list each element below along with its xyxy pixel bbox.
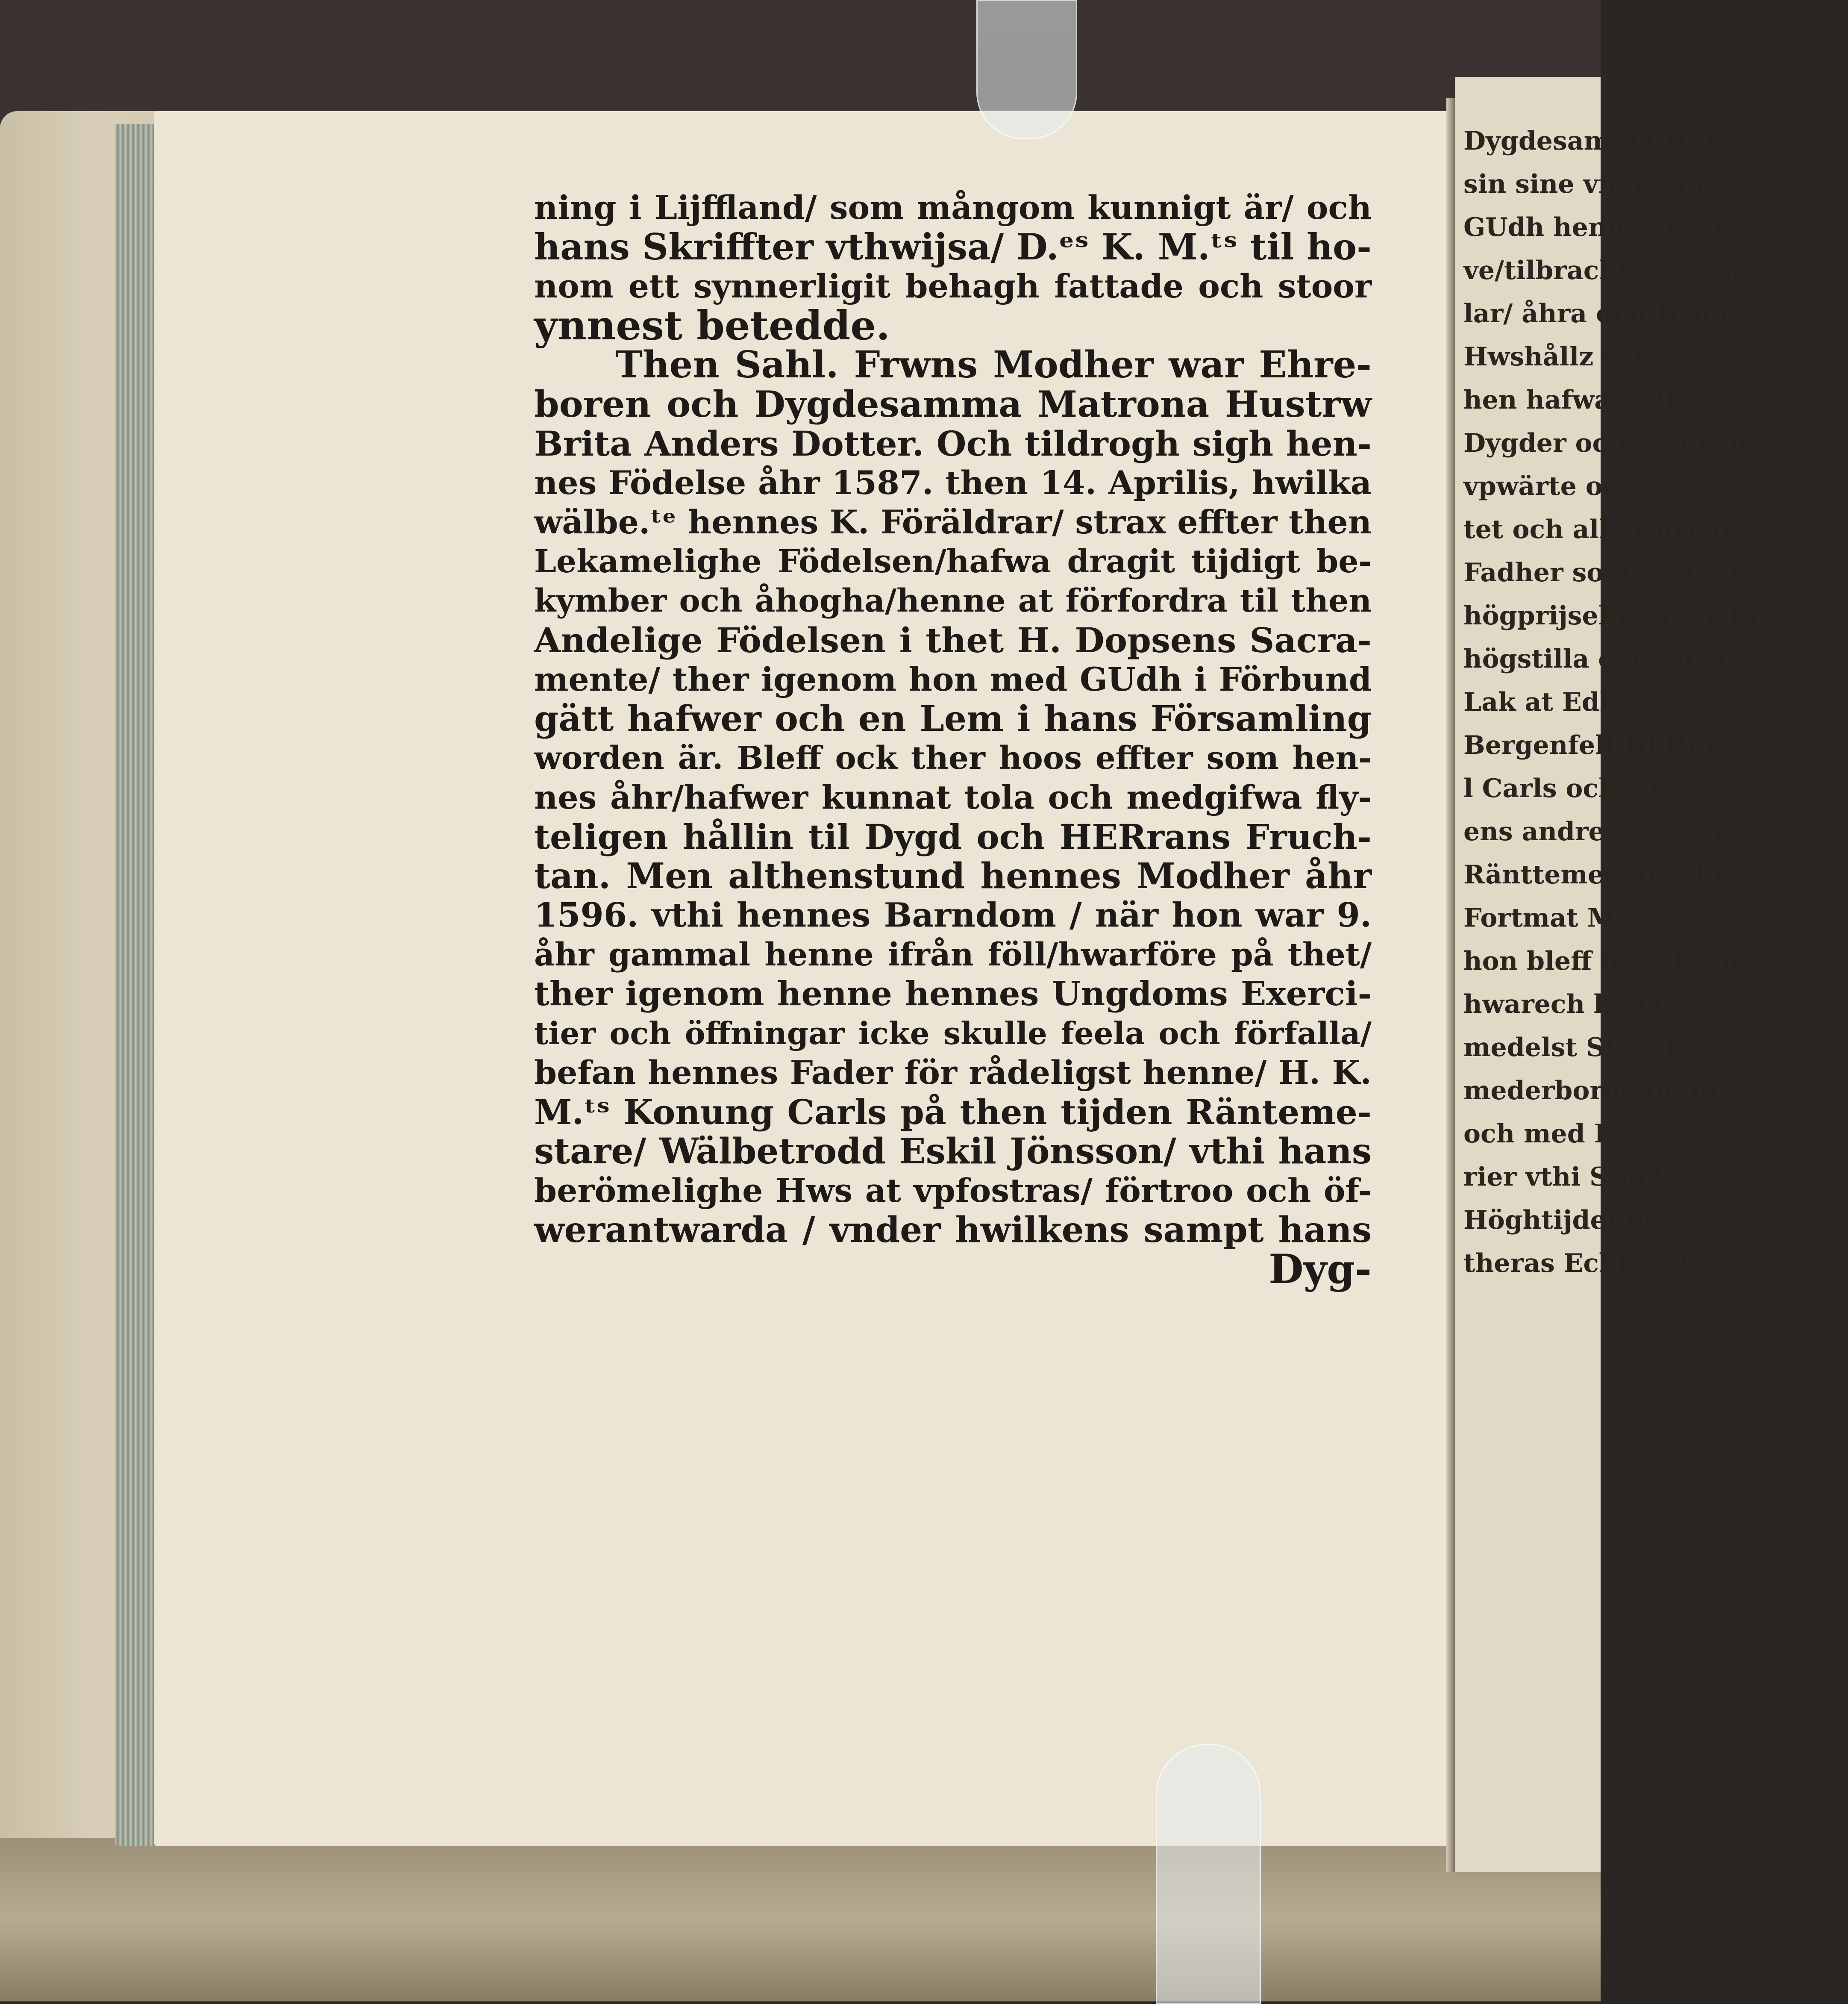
text-line: boren och Dygdesamma Matrona Hustrw <box>534 383 1372 425</box>
text-line: worden är. Bleff ock ther hoos effter som hen- <box>534 740 1372 777</box>
text-line: kymber och åhogha/henne at förfordra til then <box>534 583 1372 619</box>
text-line: werantwarda / vnder hwilkens sampt hans <box>534 1209 1372 1251</box>
text-line: Fadher som en fädh <box>1463 558 1748 588</box>
text-line: hwarech begära/hw <box>1463 989 1743 1019</box>
text-line: Fortmat Man igen <box>1463 903 1722 933</box>
text-line: Hwshållz saker/ he <box>1463 342 1734 372</box>
text-line: hen hafwa hållit / <box>1463 385 1715 415</box>
text-line: berömelighe Hws at vpfostras/ förtroo och öf- <box>534 1171 1372 1209</box>
text-line: gätt hafwer och en Lem i hans Församling <box>534 698 1372 739</box>
text-line: och med Kyrkione <box>1463 1119 1723 1149</box>
text-line: GUdh henne vthi t <box>1463 212 1727 242</box>
text-line: theras Echtensk <box>1463 1248 1697 1278</box>
text-line: ve/tilbrachte/the th <box>1463 256 1742 285</box>
page-clip-top <box>976 0 1077 139</box>
right-page-text <box>1463 120 1848 1285</box>
text-line: Bergenfelt til Bor <box>1463 730 1719 760</box>
text-line: lar/ åhra och Dygd <box>1463 299 1729 329</box>
text-line: nes åhr/hafwer kunnat tola och medgifwa fly- <box>534 778 1372 816</box>
text-line: nom ett synnerligit behagh fattade och stoor <box>534 267 1372 305</box>
text-line: Then Sahl. Frwns Modher war Ehre- <box>615 343 1372 386</box>
text-line: M.ᵗˢ Konung Carls på then tijden Ränteme- <box>534 1092 1372 1132</box>
text-line: tan. Men althenstund hennes Modher åhr <box>534 856 1372 897</box>
text-line: tier och öffningar icke skulle feela och förfalla/ <box>534 1015 1372 1051</box>
text-line: rier vthi Stock <box>1463 1162 1671 1192</box>
page-clip-bottom <box>1156 1744 1261 2004</box>
text-line: högstilla och alfwo <box>1463 644 1735 674</box>
paper-wrapper-bottom <box>0 1838 1601 2001</box>
text-line: nes Födelse åhr 1587. then 14. Aprilis, hwilka <box>534 464 1372 502</box>
text-line: befan hennes Fader för rådeligst henne/ H. K. <box>534 1053 1372 1092</box>
text-line: teligen hållin til Dygd och HERrans Fruch- <box>534 817 1372 857</box>
text-line: mederborde godh v <box>1463 1076 1742 1106</box>
catchword: Dyg- <box>1269 1246 1372 1293</box>
text-line: mente/ ther igenom hon med GUdh i Förbund <box>534 660 1372 698</box>
right-page <box>1455 77 1758 1872</box>
text-line: stare/ Wälbetrodd Eskil Jönsson/ vthi hans <box>534 1131 1372 1172</box>
text-line: Andelige Födelsen i thet H. Dopsens Sacra- <box>534 620 1372 660</box>
text-line: Dygdesamma Hust <box>1463 126 1733 156</box>
text-line: högprijseligen ansto <box>1463 601 1758 631</box>
text-line: Lak at Edle och W <box>1463 687 1724 717</box>
text-line: åhr gammal henne ifrån föll/hwarföre på thet/ <box>534 936 1372 973</box>
text-line: ther igenom henne hennes Ungdoms Exerci- <box>534 974 1372 1013</box>
text-line: Höghtijdelighen <box>1463 1205 1698 1235</box>
text-line: Dygder och syslor b <box>1463 428 1747 458</box>
text-line: tet och alle Christe <box>1463 515 1739 544</box>
text-line: Ränttemestare/ he <box>1463 860 1730 890</box>
text-line: l Carls och sider <box>1463 774 1698 803</box>
text-line: Brita Anders Dotter. Och tildrogh sigh hen- <box>534 424 1372 464</box>
text-line: 1596. vthi hennes Barndom / när hon war 9. <box>534 896 1372 935</box>
text-line: medelst Slächt oc <box>1463 1033 1719 1062</box>
text-line: ynnest betedde. <box>534 302 890 349</box>
text-line: ning i Lijffland/ som mångom kunnigt är/ och <box>534 188 1372 227</box>
text-line: wälbe.ᵗᵉ hennes K. Föräldrar/ strax effter then <box>534 503 1372 541</box>
text-line: hans Skriffter vthwijsa/ D.ᵉˢ K. M.ᵗˢ til ho- <box>534 226 1372 268</box>
text-line: Lekamelighe Födelsen/hafwa dragit tijdigt be- <box>534 543 1372 580</box>
text-line: sin sine vnge åhr oc <box>1463 169 1751 199</box>
text-line: ens andres oc stor <box>1463 817 1727 847</box>
text-line: hon bleff bewekt he <box>1463 946 1747 976</box>
left-page-text <box>534 188 1372 1293</box>
text-line: vpwärte och tiltog t <box>1463 471 1745 501</box>
